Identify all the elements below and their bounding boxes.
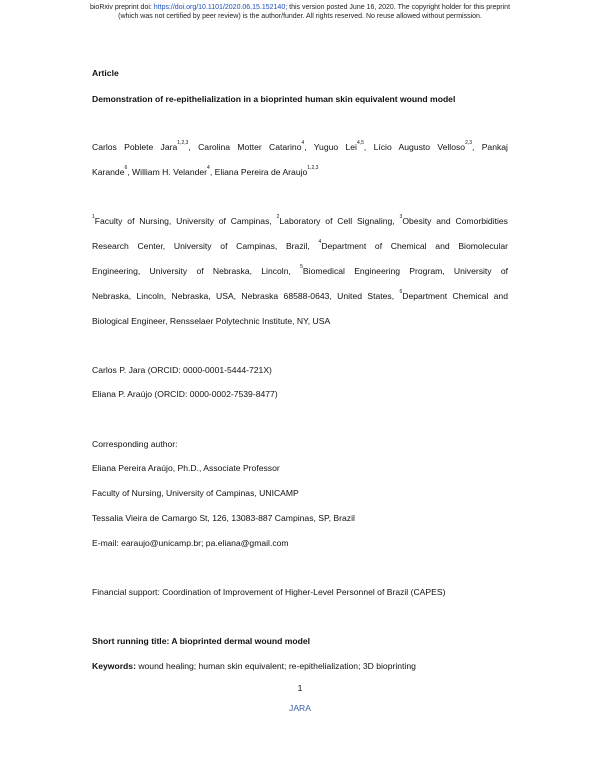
affiliation-sup: 3	[399, 214, 403, 220]
affiliations-line-2	[92, 241, 508, 251]
corresponding-name: Eliana Pereira Araújo, Ph.D., Associate Professor	[92, 463, 280, 473]
author-name: , Carolina Motter Catarino	[188, 142, 302, 152]
paper-title: Demonstration of re-epithelialization in a bioprinted human skin equivalent wound model	[92, 94, 456, 104]
affiliation-text: Department Chemical and	[402, 291, 508, 301]
preprint-header-line1	[0, 3, 600, 12]
affiliation-sup: 6	[399, 289, 403, 295]
affiliation-text: Research Center, University of Campinas, Brazil,	[92, 241, 319, 251]
affiliations-line-4	[92, 291, 508, 301]
author-name: Carlos Poblete Jara	[92, 142, 178, 152]
short-running-title	[92, 636, 310, 646]
authors-line-1	[92, 142, 508, 152]
preprint-header	[0, 3, 600, 21]
affiliation-sup: 4	[318, 239, 322, 245]
affiliation-sup: 4,5	[356, 140, 364, 146]
affiliation-text: Department of Chemical and Biomolecular	[321, 241, 509, 251]
affiliations-line-3	[92, 266, 508, 276]
authors-line-2	[92, 167, 318, 177]
preprint-header-line2: (which was not certified by peer review) is the author/funder. All rights reserved. No reuse allowed without permission.	[118, 13, 482, 20]
affiliation-sup: 4	[301, 140, 305, 146]
financial-support: Financial support: Coordination of Improvement of Higher-Level Personnel of Brazil (CAPES)	[92, 587, 446, 597]
affiliation-text: Biomedical Engineering Program, University of	[302, 266, 509, 276]
keywords-value: wound healing; human skin equivalent; re-epithelialization; 3D bioprinting	[135, 661, 416, 671]
affiliation-sup: 2,3	[465, 140, 473, 146]
corresponding-email: E-mail: earaujo@unicamp.br; pa.eliana@gmail.com	[92, 538, 289, 548]
orcid-araujo: Eliana P. Araújo (ORCID: 0000-0002-7539-8477)	[92, 389, 278, 399]
header-suffix: ; this version posted June 16, 2020. The copyright holder for this preprint	[285, 4, 511, 11]
affiliation-text: Nebraska, Lincoln, Nebraska, USA, Nebraska 68588-0643, United States,	[92, 291, 400, 301]
affiliation-sup: 2	[276, 214, 280, 220]
author-name: , Pankaj	[472, 142, 508, 152]
doi-link[interactable]: https://doi.org/10.1101/2020.06.15.152140	[153, 4, 286, 11]
article-type: Article	[92, 68, 119, 78]
affiliations-line-1	[92, 216, 508, 226]
orcid-jara: Carlos P. Jara (ORCID: 0000-0001-5444-721X)	[92, 365, 272, 375]
affiliation-sup: 5	[300, 264, 303, 270]
affiliation-sup: 4	[207, 165, 210, 171]
affiliation-text: Engineering, University of Nebraska, Lincoln,	[92, 266, 301, 276]
keywords	[92, 661, 416, 671]
author-name: , Lício Augusto Velloso	[363, 142, 466, 152]
affiliation-text: Faculty of Nursing, University of Campinas,	[94, 216, 277, 226]
affiliations-line-5: Biological Engineer, Rensselaer Polytechnic Institute, NY, USA	[92, 316, 331, 326]
affiliation-sup: 1	[92, 214, 95, 220]
corresponding-address: Tessalia Vieira de Camargo St, 126, 13083-887 Campinas, SP, Brazil	[92, 513, 355, 523]
author-name: , Eliana Pereira de Araujo	[209, 167, 308, 177]
author-name: Karande	[92, 167, 125, 177]
affiliation-text: Laboratory of Cell Signaling,	[279, 216, 400, 226]
author-name: , William H. Velander	[127, 167, 208, 177]
keywords-label: Keywords:	[92, 661, 136, 671]
running-header-footer: JARA	[289, 703, 311, 713]
corresponding-label: Corresponding author:	[92, 439, 178, 449]
header-prefix: bioRxiv preprint doi:	[89, 4, 154, 11]
author-name: , Yuguo Lei	[304, 142, 357, 152]
corresponding-dept: Faculty of Nursing, University of Campinas, UNICAMP	[92, 488, 299, 498]
affiliation-sup: 1,2,3	[177, 140, 189, 146]
affiliation-sup: 6	[124, 165, 128, 171]
page-number: 1	[297, 683, 303, 693]
running-title-label: Short running title:	[92, 636, 170, 646]
affiliation-sup: 1,2,3	[307, 165, 319, 171]
running-title-value: A bioprinted dermal wound model	[169, 636, 311, 646]
affiliation-text: Obesity and Comorbidities	[402, 216, 508, 226]
